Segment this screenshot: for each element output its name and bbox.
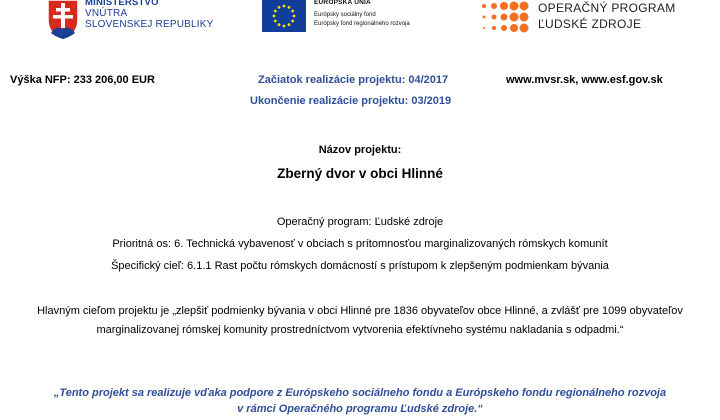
eu-star-icon [278, 6, 281, 9]
ministry-line2: VNÚTRA [85, 8, 128, 19]
op-line2: ĽUDSKÉ ZDROJE [538, 17, 642, 31]
dot-grid-icon [478, 0, 530, 36]
op-dot-icon [482, 4, 486, 8]
eu-fund-1: Európsky sociálny fond [314, 12, 376, 18]
project-name: Zberný dvor v obci Hlinné [277, 166, 443, 181]
start-date: Začiatok realizácie projektu: 04/2017 [258, 74, 449, 86]
logo-bar [0, 0, 720, 52]
eu-star-icon [288, 6, 291, 9]
main-goal-text: Hlavným cieľom projektu je „zlepšiť podmienky bývania v obci Hlinné pre 1836 obyvateľov obce Hlinné, a zvlášť pre 1099 obyvateľov marginalizovanej rómskej komunity prostredníctvom vytvorenia efektívneho systému nakladania s odpadmi.“ [37, 305, 683, 336]
op-dot-icon [520, 2, 529, 11]
op-dot-icon [510, 24, 518, 32]
eu-star-icon [278, 23, 281, 26]
website-links: www.mvsr.sk, www.esf.gov.sk [506, 74, 663, 86]
eu-fund-2: Európsky fond regionálneho rozvoja [314, 21, 410, 27]
eu-star-icon [291, 20, 294, 23]
project-name-label: Názov projektu: [318, 144, 402, 156]
eu-star-icon [283, 5, 286, 8]
operational-program: Operačný program: Ľudské zdroje [276, 216, 444, 228]
specific-goal: Špecifický cieľ: 6.1.1 Rast počtu rómskych domácností s prístupom k zlepšeným podmienkam bývania [111, 260, 609, 272]
ministry-line1: MINISTERSTVO [85, 0, 159, 8]
priority-axis: Prioritná os: 6. Technická vybavenosť v obciach s prítomnosťou marginalizovaných rómskych komunít [112, 238, 608, 250]
op-dot-icon [492, 15, 497, 20]
op-dot-icon [510, 13, 519, 22]
op-text [538, 0, 676, 32]
ministry-name [85, 0, 214, 30]
nfp-amount: Výška NFP: 233 206,00 EUR [10, 74, 155, 86]
op-dot-icon [520, 24, 529, 33]
end-date: Ukončenie realizácie projektu: 03/2019 [250, 95, 452, 107]
eu-star-icon [293, 15, 296, 18]
op-dot-icon [501, 14, 508, 21]
eu-star-icon [283, 25, 286, 28]
eu-flag-icon [262, 0, 306, 32]
op-line1: OPERAČNÝ PROGRAM [538, 1, 676, 15]
support-statement [0, 385, 720, 417]
support-line2: v rámci Operačného programu Ľudské zdroje.“ [237, 403, 483, 415]
eu-star-icon [288, 23, 291, 26]
op-dot-icon [492, 26, 496, 30]
op-dot-icon [491, 3, 497, 9]
ministry-line3: SLOVENSKEJ REPUBLIKY [85, 19, 214, 30]
op-dot-icon [500, 2, 508, 10]
eu-star-icon [274, 10, 277, 13]
eu-star-icon [274, 20, 277, 23]
support-line1: „Tento projekt sa realizuje vďaka podpore z Európskeho sociálneho fondu a Európskeho fondu regionálneho rozvoja [53, 387, 667, 399]
slovak-coat-of-arms-icon [48, 0, 78, 40]
op-dot-icon [483, 27, 485, 29]
op-dot-icon [501, 25, 507, 31]
eu-star-icon [291, 10, 294, 13]
eu-title: EURÓPSKA ÚNIA [314, 0, 371, 6]
op-dot-icon [483, 16, 486, 19]
op-dot-icon [520, 13, 529, 22]
eu-star-icon [273, 15, 276, 18]
op-dot-icon [510, 2, 519, 11]
eu-text [314, 0, 410, 29]
